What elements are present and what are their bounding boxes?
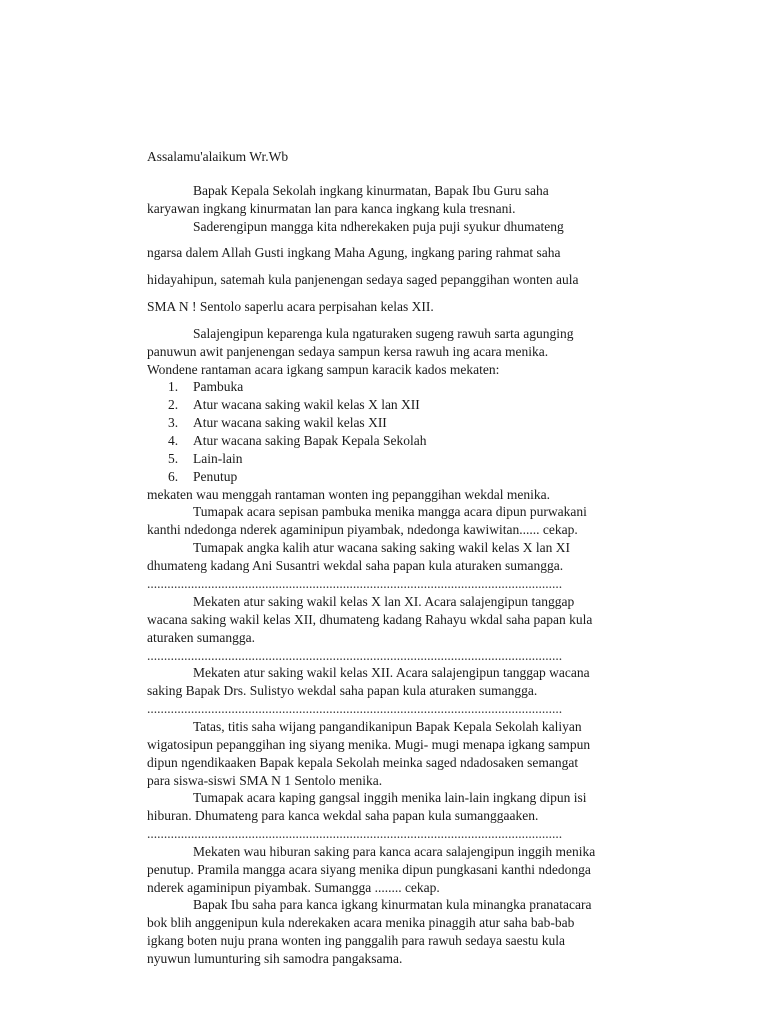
paragraph-line: aturaken sumangga.	[147, 630, 255, 645]
paragraph-line: Bapak Kepala Sekolah ingkang kinurmatan, Bapak Ibu Guru saha	[193, 183, 549, 198]
list-item-number: 2.	[168, 397, 179, 412]
paragraph-line: para siswa-siswi SMA N 1 Sentolo menika.	[147, 773, 383, 788]
list-item: Pambuka	[193, 379, 244, 394]
paragraph-line: Tatas, titis saha wijang pangandikanipun Bapak Kepala Sekolah kaliyan	[193, 719, 582, 734]
list-item: Atur wacana saking wakil kelas XII	[193, 415, 387, 430]
list-item-number: 6.	[168, 469, 179, 484]
list-item-number: 1.	[168, 379, 179, 394]
paragraph-line: penutup. Pramila mangga acara siyang menika dipun pungkasani kanthi ndedonga	[147, 862, 591, 877]
paragraph-line: kanthi ndedonga nderek agaminipun piyambak, ndedonga kawiwitan...... cekap.	[147, 522, 578, 537]
paragraph-line: ngarsa dalem Allah Gusti ingkang Maha Agung, ingkang paring rahmat saha	[147, 245, 561, 260]
paragraph-line: dipun ngendikaaken Bapak kepala Sekolah meinka saged ndadosaken semangat	[147, 755, 579, 770]
paragraph-line: Mekaten atur saking wakil kelas X lan XI. Acara salajengipun tanggap	[193, 594, 575, 609]
paragraph-line: Wondene rantaman acara igkang sampun karacik kados mekaten:	[147, 362, 500, 377]
paragraph-line: Tumapak acara sepisan pambuka menika mangga acara dipun purwakani	[193, 504, 587, 519]
paragraph-line: igkang boten nuju prana wonten ing panggalih para rawuh sedaya saestu kula	[147, 933, 565, 948]
paragraph-line: dhumateng kadang Ani Susantri wekdal saha papan kula aturaken sumangga.	[147, 558, 564, 573]
paragraph-line: hiburan. Dhumateng para kanca wekdal saha papan kula sumanggaaken.	[147, 808, 539, 823]
dotted-line: ...........................................................................................................................	[147, 576, 563, 591]
paragraph-line: panuwun awit panjenengan sedaya sampun kersa rawuh ing acara menika.	[147, 344, 549, 359]
dotted-line: ...........................................................................................................................	[147, 648, 563, 663]
dotted-line: ...........................................................................................................................	[147, 826, 563, 841]
list-item: Atur wacana saking wakil kelas X lan XII	[193, 397, 420, 412]
paragraph-line: hidayahipun, satemah kula panjenengan sedaya saged pepanggihan wonten aula	[147, 272, 579, 287]
paragraph-line: SMA N ! Sentolo saperlu acara perpisahan kelas XII.	[147, 299, 434, 314]
list-item: Penutup	[193, 469, 238, 484]
paragraph-line: mekaten wau menggah rantaman wonten ing pepanggihan wekdal menika.	[147, 487, 550, 502]
paragraph-line: nyuwun lumunturing sih samodra pangaksama.	[147, 951, 403, 966]
list-item-number: 5.	[168, 451, 179, 466]
list-item: Lain-lain	[193, 451, 243, 466]
list-item: Atur wacana saking Bapak Kepala Sekolah	[193, 433, 427, 448]
paragraph-line: Mekaten atur saking wakil kelas XII. Acara salajengipun tanggap wacana	[193, 665, 590, 680]
paragraph-line: Bapak Ibu saha para kanca igkang kinurmatan kula minangka pranatacara	[193, 897, 592, 912]
paragraph-line: nderek agaminipun piyambak. Sumangga ........ cekap.	[147, 880, 440, 895]
paragraph-line: Tumapak angka kalih atur wacana saking saking wakil kelas X lan XI	[193, 540, 571, 555]
dotted-line: ...........................................................................................................................	[147, 701, 563, 716]
list-item-number: 3.	[168, 415, 179, 430]
paragraph-line: saking Bapak Drs. Sulistyo wekdal saha papan kula aturaken sumangga.	[147, 683, 538, 698]
paragraph-line: Salajengipun keparenga kula ngaturaken sugeng rawuh sarta agunging	[193, 326, 574, 341]
list-item-number: 4.	[168, 433, 179, 448]
paragraph-line: Mekaten wau hiburan saking para kanca acara salajengipun inggih menika	[193, 844, 596, 859]
greeting: Assalamu'alaikum Wr.Wb	[147, 149, 289, 164]
paragraph-line: Saderengipun mangga kita ndherekaken puja puji syukur dhumateng	[193, 219, 564, 234]
paragraph-line: Tumapak acara kaping gangsal inggih menika lain-lain ingkang dipun isi	[193, 790, 587, 805]
paragraph-line: bok blih anggenipun kula nderekaken acara menika pinaggih atur saha bab-bab	[147, 915, 575, 930]
paragraph-line: karyawan ingkang kinurmatan lan para kanca ingkang kula tresnani.	[147, 201, 516, 216]
paragraph-line: wacana saking wakil kelas XII, dhumateng kadang Rahayu wkdal saha papan kula	[147, 612, 593, 627]
paragraph-line: wigatosipun pepanggihan ing siyang menika. Mugi- mugi menapa igkang sampun	[147, 737, 591, 752]
